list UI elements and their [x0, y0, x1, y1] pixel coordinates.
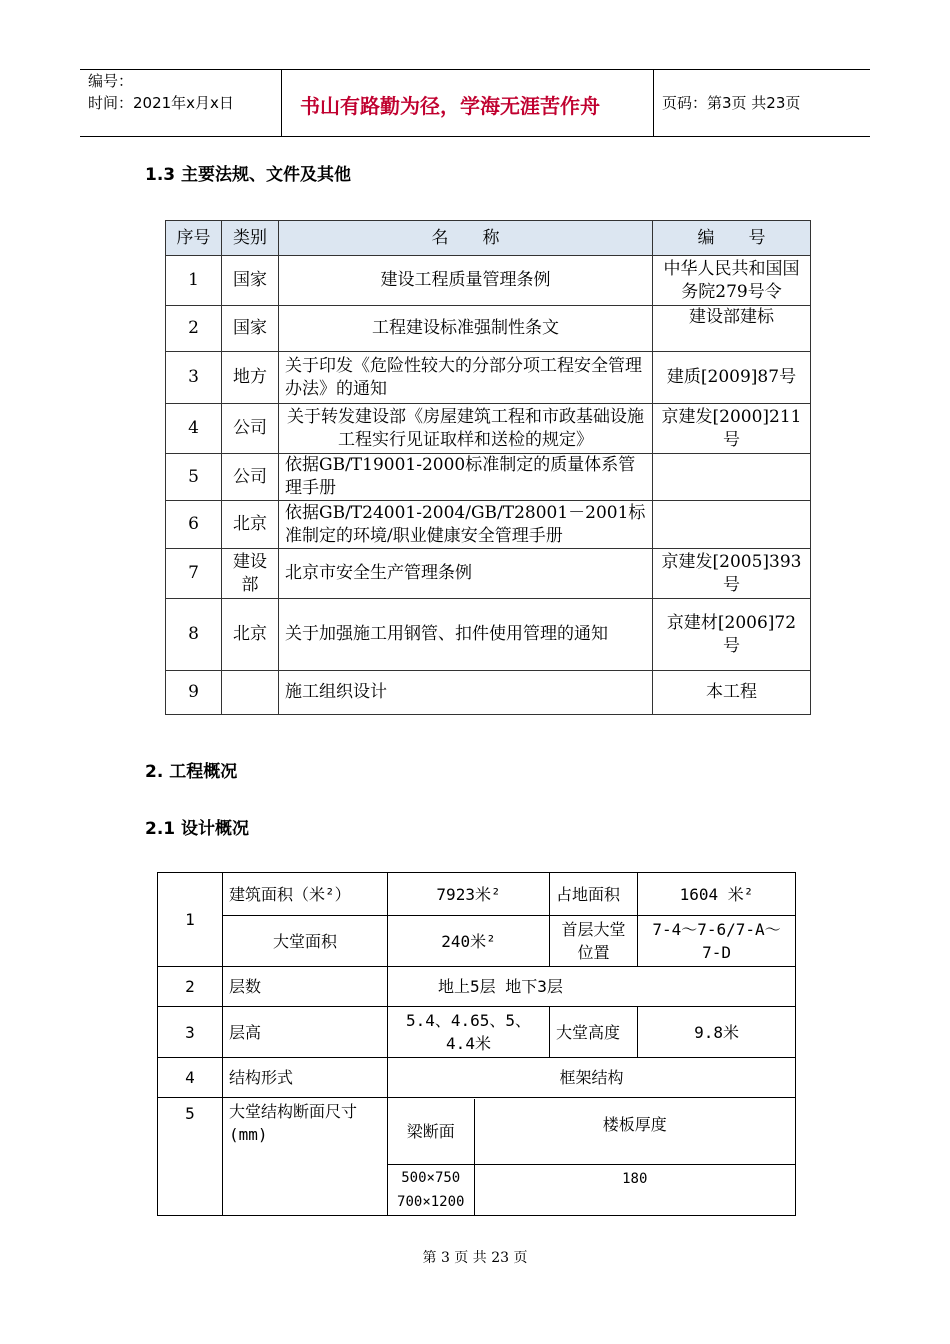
row-code: 京建发[2005]393号 — [653, 549, 811, 599]
row-category: 建设部 — [222, 549, 279, 599]
beam-value-2: 700×1200 — [397, 1193, 465, 1210]
row-code: 本工程 — [653, 671, 811, 715]
lobby-position-label: 首层大堂位置 — [550, 916, 638, 967]
page-footer: 第 3 页 共 23 页 — [422, 1250, 528, 1266]
build-area-value: 7923米² — [388, 873, 550, 916]
table-row — [166, 256, 811, 306]
table-row — [166, 306, 811, 352]
row-code: 中华人民共和国国务院279号令 — [653, 256, 811, 306]
floors-value: 地上5层 地下3层 — [388, 967, 796, 1007]
section-title-2: 2. 工程概况 — [145, 762, 238, 782]
lobby-area-label: 大堂面积 — [223, 916, 388, 967]
row-no: 5 — [166, 454, 222, 501]
header-page-info: 页码：第3页 共23页 — [662, 94, 801, 112]
floor-height-label: 层高 — [223, 1007, 388, 1058]
row-name: 北京市安全生产管理条例 — [279, 549, 653, 599]
floors-label: 层数 — [223, 967, 388, 1007]
structure-label: 结构形式 — [223, 1058, 388, 1098]
row-category: 公司 — [222, 454, 279, 501]
table-header-row — [166, 221, 811, 256]
header-divider — [281, 70, 282, 136]
lobby-area-value: 240米² — [388, 916, 550, 967]
row-no: 8 — [166, 599, 222, 671]
land-area-value: 1604 米² — [638, 873, 796, 916]
table-row — [158, 916, 796, 967]
lobby-height-value: 9.8米 — [638, 1007, 796, 1058]
row-category — [222, 671, 279, 715]
row-no: 4 — [158, 1058, 223, 1098]
header-cell-name: 名 称 — [279, 221, 653, 256]
table-row — [166, 671, 811, 715]
section-title-1-3: 1.3 主要法规、文件及其他 — [145, 165, 352, 185]
header-motto: 书山有路勤为径，学海无涯苦作舟 — [300, 94, 600, 118]
row-no: 3 — [166, 352, 222, 404]
row-no: 6 — [166, 501, 222, 549]
table-row — [166, 404, 811, 454]
row-no: 3 — [158, 1007, 223, 1058]
table-row — [166, 599, 811, 671]
row-category: 国家 — [222, 256, 279, 306]
table-row — [166, 501, 811, 549]
header-cell-category: 类别 — [222, 221, 279, 256]
slab-thickness-label: 楼板厚度 — [474, 1099, 795, 1165]
row-name: 工程建设标准强制性条文 — [279, 306, 653, 352]
table-row — [158, 1058, 796, 1098]
table-row — [388, 1099, 795, 1165]
row-name: 施工组织设计 — [279, 671, 653, 715]
table-row — [388, 1165, 795, 1215]
row-no: 9 — [166, 671, 222, 715]
table-row — [158, 873, 796, 916]
header-cell-no: 序号 — [166, 221, 222, 256]
header-meta — [88, 70, 234, 114]
lobby-height-label: 大堂高度 — [550, 1007, 638, 1058]
header-cell-code: 编 号 — [653, 221, 811, 256]
row-category: 地方 — [222, 352, 279, 404]
row-name: 建设工程质量管理条例 — [279, 256, 653, 306]
land-area-label: 占地面积 — [550, 873, 638, 916]
row-code: 建质[2009]87号 — [653, 352, 811, 404]
row-code: 京建发[2000]211号 — [653, 404, 811, 454]
beam-value-1: 500×750 — [401, 1169, 461, 1186]
slab-thickness-value: 180 — [474, 1165, 795, 1215]
structure-value: 框架结构 — [388, 1058, 796, 1098]
row-name: 关于转发建设部《房屋建筑工程和市政基础设施工程实行见证取样和送检的规定》 — [279, 404, 653, 454]
row-no: 1 — [158, 873, 223, 967]
row-no: 2 — [166, 306, 222, 352]
build-area-label: 建筑面积（米²） — [223, 873, 388, 916]
row-name: 依据GB/T24001-2004/GB/T28001－2001标准制定的环境/职业健康安全管理手册 — [279, 501, 653, 549]
header-bottom-rule — [80, 136, 870, 137]
row-no: 2 — [158, 967, 223, 1007]
regulations-table — [165, 220, 811, 715]
header-time: 时间：2021年x月x日 — [88, 94, 234, 112]
table-row — [158, 1098, 796, 1216]
row-name: 关于印发《危险性较大的分部分项工程安全管理办法》的通知 — [279, 352, 653, 404]
row-category: 北京 — [222, 599, 279, 671]
row-name: 依据GB/T19001-2000标准制定的质量体系管理手册 — [279, 454, 653, 501]
row-category: 北京 — [222, 501, 279, 549]
row-code: 建设部建标 — [653, 306, 811, 352]
row-no: 1 — [166, 256, 222, 306]
table-row — [166, 454, 811, 501]
header-divider — [653, 70, 654, 136]
floor-height-value: 5.4、4.65、5、4.4米 — [388, 1007, 550, 1058]
beam-section-label: 梁断面 — [388, 1099, 474, 1165]
table-row — [158, 967, 796, 1007]
row-no: 4 — [166, 404, 222, 454]
section-size-inner-table — [388, 1099, 795, 1215]
header-number: 编号： — [88, 72, 134, 90]
section-size-label: 大堂结构断面尺寸(mm) — [223, 1098, 388, 1216]
beam-section-value — [388, 1165, 474, 1215]
table-row — [166, 352, 811, 404]
section-title-2-1: 2.1 设计概况 — [145, 819, 250, 839]
table-row — [158, 1007, 796, 1058]
section-size-subtable — [388, 1098, 796, 1216]
row-category: 国家 — [222, 306, 279, 352]
table-row — [166, 549, 811, 599]
row-code — [653, 501, 811, 549]
row-no: 5 — [158, 1098, 223, 1216]
row-name: 关于加强施工用钢管、扣件使用管理的通知 — [279, 599, 653, 671]
lobby-position-value: 7-4～7-6/7-A～7-D — [638, 916, 796, 967]
row-code: 京建材[2006]72号 — [653, 599, 811, 671]
row-no: 7 — [166, 549, 222, 599]
design-overview-table — [157, 872, 796, 1216]
row-category: 公司 — [222, 404, 279, 454]
row-code — [653, 454, 811, 501]
